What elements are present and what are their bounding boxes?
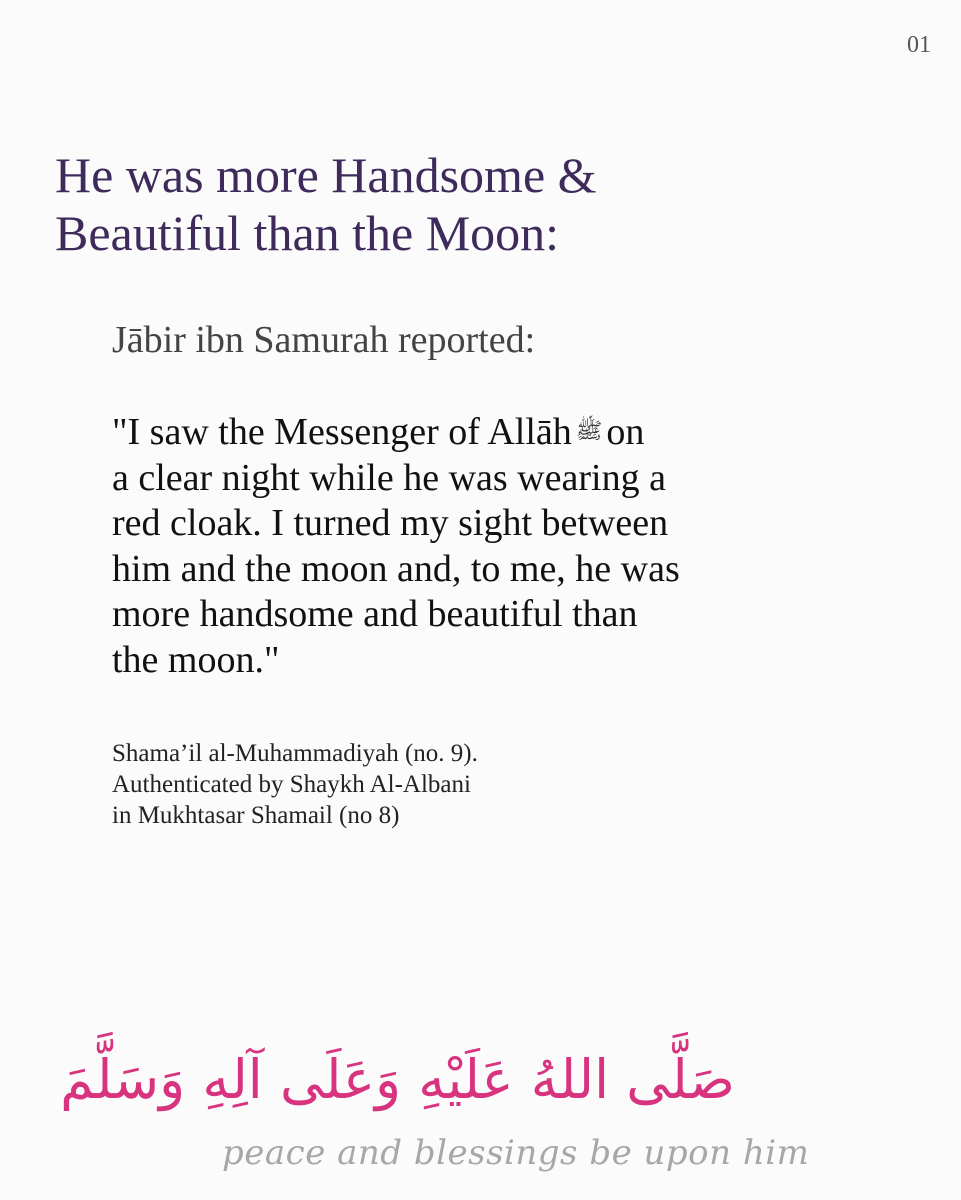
title-line: He was more Handsome &	[55, 147, 597, 203]
quote-line: a clear night while he was wearing a	[112, 456, 666, 499]
hadith-source	[112, 738, 478, 831]
quote-line: him and the moon and, to me, he was	[112, 547, 680, 590]
quote-text: "I saw the Messenger of Allāh	[112, 411, 572, 453]
hadith-narrator: Jābir ibn Samurah reported:	[112, 319, 536, 361]
page-title	[55, 146, 915, 262]
quote-line: more handsome and beautiful than	[112, 593, 638, 635]
title-line: Beautiful than the Moon:	[55, 205, 560, 261]
quote-line: the moon."	[112, 638, 280, 681]
quote-text: on	[606, 411, 645, 453]
page-number: 01	[907, 32, 931, 58]
quote-line: red cloak. I turned my sight between	[112, 502, 669, 544]
arabic-calligraphy	[60, 1030, 735, 1130]
quote-line	[112, 410, 902, 456]
source-line: in Mukhtasar Shamail (no 8)	[112, 802, 400, 829]
hadith-quote	[112, 410, 902, 683]
blessing-caption: peace and blessings be upon him	[222, 1133, 810, 1173]
source-line: Authenticated by Shaykh Al-Albani	[112, 771, 471, 798]
salawat-symbol-icon: ﷺ	[575, 419, 603, 444]
arabic-calligraphy-text: صَلَّى اللهُ عَلَيْهِ وَعَلَى آلِهِ وَسَلَّمَ	[60, 1048, 735, 1111]
source-line: Shama’il al-Muhammadiyah (no. 9).	[112, 740, 478, 767]
